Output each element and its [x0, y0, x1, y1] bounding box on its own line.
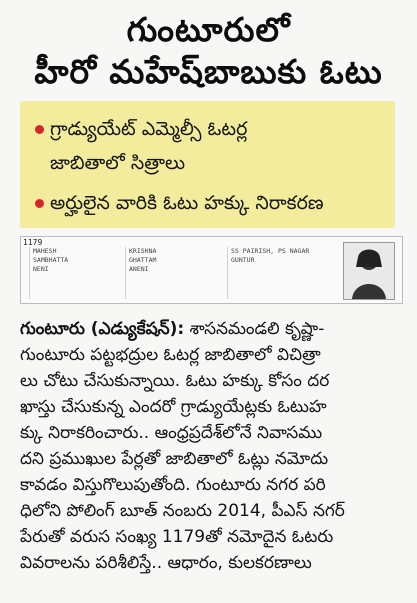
- headline-line-2: హీరో మహేష్‌బాబుకు ఓటు: [34, 52, 383, 91]
- article-line-7: కావడం విస్తుగొలుపుతోంది. గుంటూరు నగర పరి: [20, 475, 326, 495]
- deck-panel: [20, 101, 395, 228]
- deck-item-2-text: అర్హులైన వారికి ఓటు హక్కు నిరాకరణ: [50, 192, 324, 214]
- roll-relation-1: KRISHNA: [129, 247, 157, 255]
- roll-relation-cell: [125, 247, 226, 299]
- person-silhouette-icon: [344, 243, 394, 299]
- roll-name-1: MAHESH: [33, 247, 57, 255]
- article-line-1: [20, 316, 401, 342]
- roll-serial: 1179: [23, 238, 43, 247]
- roll-relation-3: ANENI: [129, 265, 149, 273]
- article-text-1: శాసనమండలి కృష్ణా-: [189, 319, 325, 339]
- roll-address-2: GUNTUR: [231, 256, 255, 264]
- article-line-3: లు చోటు చేసుకున్నాయి. ఓటు హక్కు కోసం దర: [20, 371, 330, 391]
- article-line-9: పేరుతో వరుస సంఖ్య 1179తో నమోదైన ఓటరు: [20, 527, 334, 547]
- article-line-2: గుంటూరు పట్టభద్రుల ఓటర్ల జాబితాలో విచిత్రా: [20, 345, 321, 365]
- bullet-icon: [35, 125, 44, 134]
- bullet-icon: [35, 199, 44, 208]
- deck-item-1-line-1: గ్రాడ్యుయేట్ ఎమ్మెల్సీ ఓటర్ల: [50, 118, 248, 140]
- article-line-6: దని ప్రముఖుల పేర్లతో జాబితాలో ఓట్లు నమోదు: [20, 449, 329, 469]
- article-line-8: ధిలోని పోలింగ్ బూత్ నంబరు 2014, పీఎస్ నగర్: [20, 501, 345, 521]
- dateline: గుంటూరు (ఎడ్యుకేషన్):: [20, 319, 185, 339]
- article-line-5: క్కు నిరాకరించారు.. ఆంధ్రప్రదేశ్‌లోనే నివాసము: [20, 423, 323, 443]
- roll-name-3: NENI: [33, 265, 49, 273]
- roll-relation-2: GHATTAM: [129, 256, 157, 264]
- voter-roll-clipping: [20, 236, 403, 304]
- roll-name-cell: [29, 247, 125, 299]
- deck-item-1-line-2: జాబితాలో సిత్రాలు: [50, 152, 186, 174]
- roll-name-2: SAMBHATTA: [33, 256, 69, 264]
- voter-photo: [343, 242, 395, 300]
- article-line-4: ఖాస్తు చేసుకున్న ఎందరో గ్రాడ్యుయేట్లకు ఓటుహ: [20, 397, 327, 417]
- roll-address-1: SS PAIRISH, PS NAGAR: [231, 247, 310, 255]
- article-line-10: వివరాలను పరిశీలిస్తే.. ఆధారం, కులకరణాలు: [20, 553, 312, 573]
- headline-line-1: గుంటూరులో: [126, 10, 291, 49]
- roll-address-cell: [227, 247, 340, 299]
